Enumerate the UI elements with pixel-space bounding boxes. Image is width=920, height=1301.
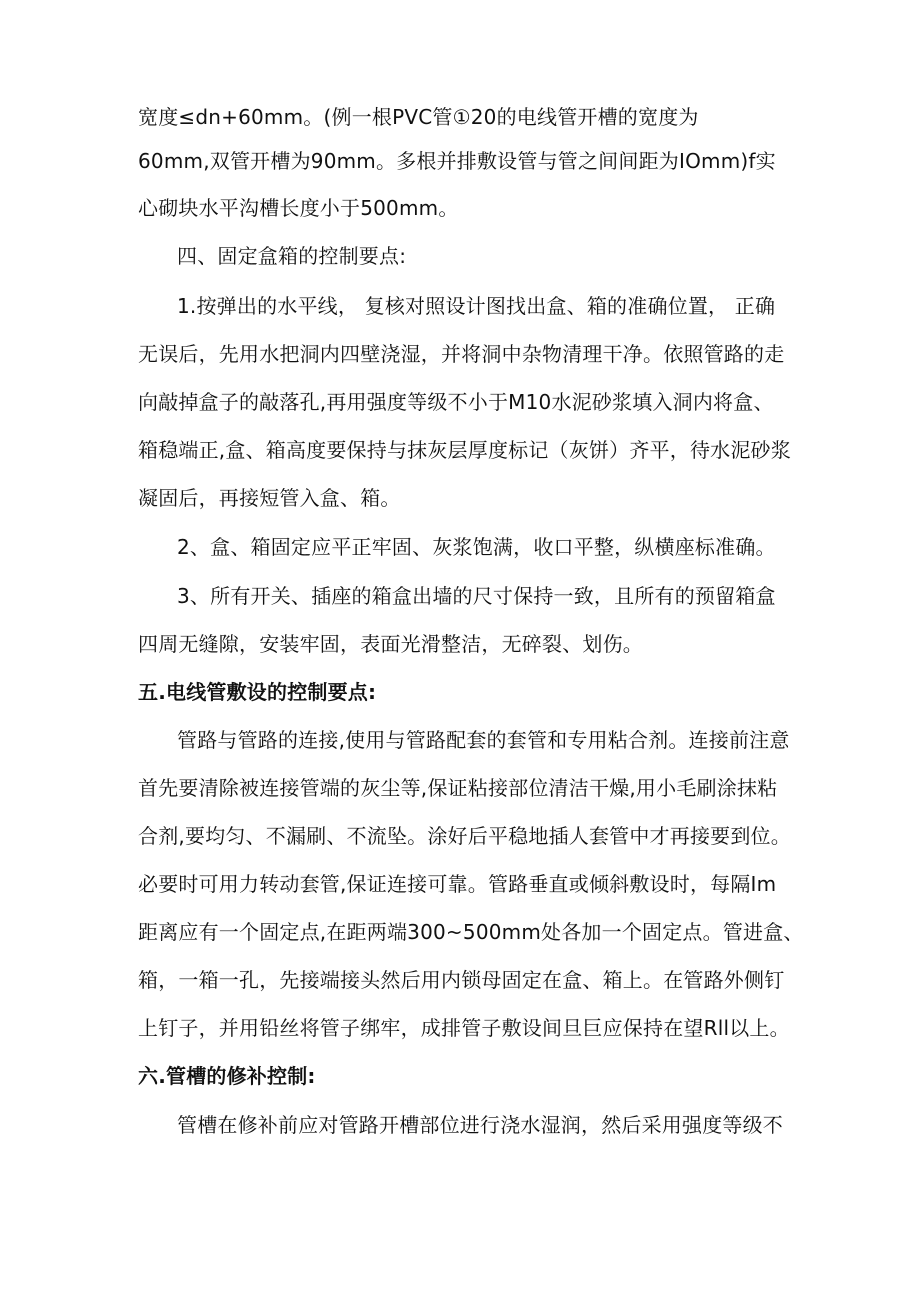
text-line: 1.按弹出的水平线， 复核对照设计图找出盒、箱的准确位置， 正确 bbox=[177, 294, 776, 318]
text-line: 合剂,要均匀、不漏刷、不流坠。涂好后平稳地插人套管中才再接要到位。 bbox=[138, 824, 791, 848]
text-line: 2、盒、箱固定应平正牢固、灰浆饱满，收口平整，纵横座标准确。 bbox=[177, 535, 776, 559]
text-line: 宽度≤dn+60mm。(例一根PVC管①20的电线管开槽的宽度为 bbox=[138, 105, 699, 129]
text-line: 四周无缝隙，安装牢固，表面光滑整洁，无碎裂、划伤。 bbox=[138, 632, 643, 656]
text-line: 凝固后，再接短管入盒、箱。 bbox=[138, 486, 401, 510]
text-line: 向敲掉盒子的敲落孔,再用强度等级不小于M10水泥砂浆填入洞内将盒、 bbox=[138, 390, 774, 414]
text-line: 管槽在修补前应对管路开槽部位进行浇水湿润，然后采用强度等级不 bbox=[177, 1113, 783, 1137]
text-line: 箱稳端正,盒、箱高度要保持与抹灰层厚度标记（灰饼）齐平，待水泥砂浆 bbox=[138, 438, 791, 462]
text-line: 必要时可用力转动套管,保证连接可靠。管路垂直或倾斜敷设时，每隔Im bbox=[138, 872, 777, 896]
section-heading-6: 六.管槽的修补控制: bbox=[138, 1064, 316, 1088]
text-line: 3、所有开关、插座的箱盒出墙的尺寸保持一致，且所有的预留箱盒 bbox=[177, 584, 776, 608]
text-line: 心砌块水平沟槽长度小于500mm。 bbox=[138, 196, 459, 220]
text-line: 管路与管路的连接,使用与管路配套的套管和专用粘合剂。连接前注意 bbox=[177, 728, 790, 752]
text-line: 60mm,双管开槽为90mm。多根并排敷设管与管之间间距为IOmm)f实 bbox=[138, 149, 776, 173]
text-line: 箱，一箱一孔，先接端接头然后用内锁母固定在盒、箱上。在管路外侧钉 bbox=[138, 968, 785, 992]
text-line: 距离应有一个固定点,在距两端300~500mm处各加一个固定点。管进盒、 bbox=[138, 920, 804, 944]
text-line: 无误后，先用水把洞内四壁浇湿，并将洞中杂物清理干净。依照管路的走 bbox=[138, 342, 785, 366]
section-heading-5: 五.电线管敷设的控制要点: bbox=[138, 680, 377, 704]
section-heading-4: 四、固定盒箱的控制要点: bbox=[177, 244, 407, 268]
text-line: 上钉子，并用铅丝将管子绑牢，成排管子敷设间旦巨应保持在望Rll以上。 bbox=[138, 1016, 790, 1040]
text-line: 首先要清除被连接管端的灰尘等,保证粘接部位清洁干燥,用小毛刷涂抹粘 bbox=[138, 776, 778, 800]
